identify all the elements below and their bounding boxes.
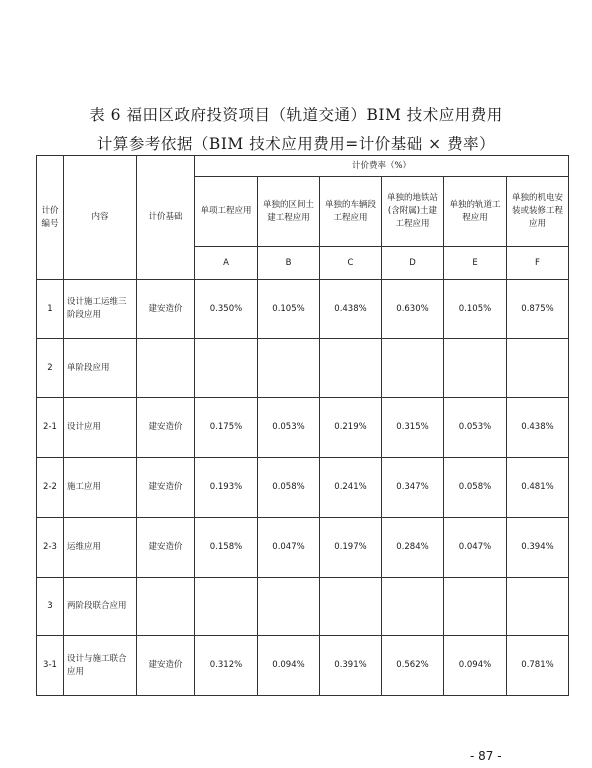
rate-cell-f: [507, 339, 569, 398]
page-number: - 87 -: [470, 749, 502, 763]
fee-rate-table: [36, 155, 569, 696]
table-row: [37, 578, 569, 636]
row-basis: 建安造价: [137, 518, 195, 578]
table-row: [37, 458, 569, 518]
header-rate-group: 计价费率（%）: [195, 156, 569, 177]
rate-cell-a: 0.350%: [195, 280, 258, 339]
rate-cell-b: 0.094%: [258, 636, 320, 696]
row-content: 设计应用: [64, 398, 137, 458]
rate-cell-e: [444, 339, 507, 398]
rate-cell-f: [507, 578, 569, 636]
rate-cell-c: 0.241%: [320, 458, 382, 518]
rate-cell-c: 0.391%: [320, 636, 382, 696]
table-row: [37, 518, 569, 578]
rate-cell-e: 0.058%: [444, 458, 507, 518]
rate-cell-f: 0.875%: [507, 280, 569, 339]
rate-cell-b: 0.053%: [258, 398, 320, 458]
row-content: 运维应用: [64, 518, 137, 578]
rate-cell-b: 0.105%: [258, 280, 320, 339]
rate-cell-f: 0.481%: [507, 458, 569, 518]
row-basis: [137, 339, 195, 398]
rate-cell-c: 0.438%: [320, 280, 382, 339]
header-basis: 计价基础: [137, 156, 195, 280]
row-content: 两阶段联合应用: [64, 578, 137, 636]
row-code: 3: [37, 578, 64, 636]
rate-cell-d: 0.347%: [382, 458, 444, 518]
rate-cell-a: 0.175%: [195, 398, 258, 458]
rate-cell-f: 0.394%: [507, 518, 569, 578]
table-row: [37, 636, 569, 696]
rate-cell-c: [320, 578, 382, 636]
row-basis: 建安造价: [137, 636, 195, 696]
rate-cell-a: 0.158%: [195, 518, 258, 578]
rate-cell-d: [382, 578, 444, 636]
row-content: 单阶段应用: [64, 339, 137, 398]
row-code: 2-1: [37, 398, 64, 458]
rate-cell-d: 0.630%: [382, 280, 444, 339]
header-column-a: 单项工程应用: [195, 177, 258, 247]
row-code: 2-2: [37, 458, 64, 518]
row-basis: [137, 578, 195, 636]
rate-cell-b: [258, 578, 320, 636]
rate-cell-d: 0.562%: [382, 636, 444, 696]
table-title-line-1: 表 6 福田区政府投资项目（轨道交通）BIM 技术应用费用: [89, 106, 503, 124]
row-basis: 建安造价: [137, 398, 195, 458]
table-row: [37, 398, 569, 458]
header-letter-d: D: [382, 247, 444, 280]
row-basis: 建安造价: [137, 458, 195, 518]
row-content: 设计施工运维三阶段应用: [64, 280, 137, 339]
rate-cell-f: 0.781%: [507, 636, 569, 696]
rate-cell-d: 0.315%: [382, 398, 444, 458]
header-column-f: 单独的机电安装或装修工程应用: [507, 177, 569, 247]
header-letter-a: A: [195, 247, 258, 280]
header-column-d: 单独的地铁站(含附属)土建工程应用: [382, 177, 444, 247]
rate-cell-e: 0.047%: [444, 518, 507, 578]
row-code: 3-1: [37, 636, 64, 696]
row-content: 设计与施工联合应用: [64, 636, 137, 696]
rate-cell-e: 0.053%: [444, 398, 507, 458]
rate-cell-f: 0.438%: [507, 398, 569, 458]
rate-cell-a: 0.312%: [195, 636, 258, 696]
rate-cell-b: [258, 339, 320, 398]
table-row: [37, 280, 569, 339]
row-code: 2: [37, 339, 64, 398]
rate-cell-a: [195, 339, 258, 398]
header-column-e: 单独的轨道工程应用: [444, 177, 507, 247]
rate-cell-a: [195, 578, 258, 636]
header-column-b: 单独的区间土建工程应用: [258, 177, 320, 247]
rate-cell-c: 0.197%: [320, 518, 382, 578]
header-letter-b: B: [258, 247, 320, 280]
rate-cell-e: 0.105%: [444, 280, 507, 339]
rate-cell-d: [382, 339, 444, 398]
rate-cell-c: [320, 339, 382, 398]
rate-cell-d: 0.284%: [382, 518, 444, 578]
header-code: 计价编号: [37, 156, 64, 280]
rate-cell-b: 0.047%: [258, 518, 320, 578]
row-basis: 建安造价: [137, 280, 195, 339]
table-row: [37, 339, 569, 398]
header-column-c: 单独的车辆段工程应用: [320, 177, 382, 247]
header-content: 内容: [64, 156, 137, 280]
rate-cell-b: 0.058%: [258, 458, 320, 518]
header-letter-c: C: [320, 247, 382, 280]
rate-cell-e: 0.094%: [444, 636, 507, 696]
rate-cell-a: 0.193%: [195, 458, 258, 518]
row-code: 2-3: [37, 518, 64, 578]
header-letter-f: F: [507, 247, 569, 280]
row-content: 施工应用: [64, 458, 137, 518]
header-letter-e: E: [444, 247, 507, 280]
row-code: 1: [37, 280, 64, 339]
table-title-line-2: 计算参考依据（BIM 技术应用费用=计价基础 × 费率）: [96, 135, 496, 153]
rate-cell-c: 0.219%: [320, 398, 382, 458]
rate-cell-e: [444, 578, 507, 636]
